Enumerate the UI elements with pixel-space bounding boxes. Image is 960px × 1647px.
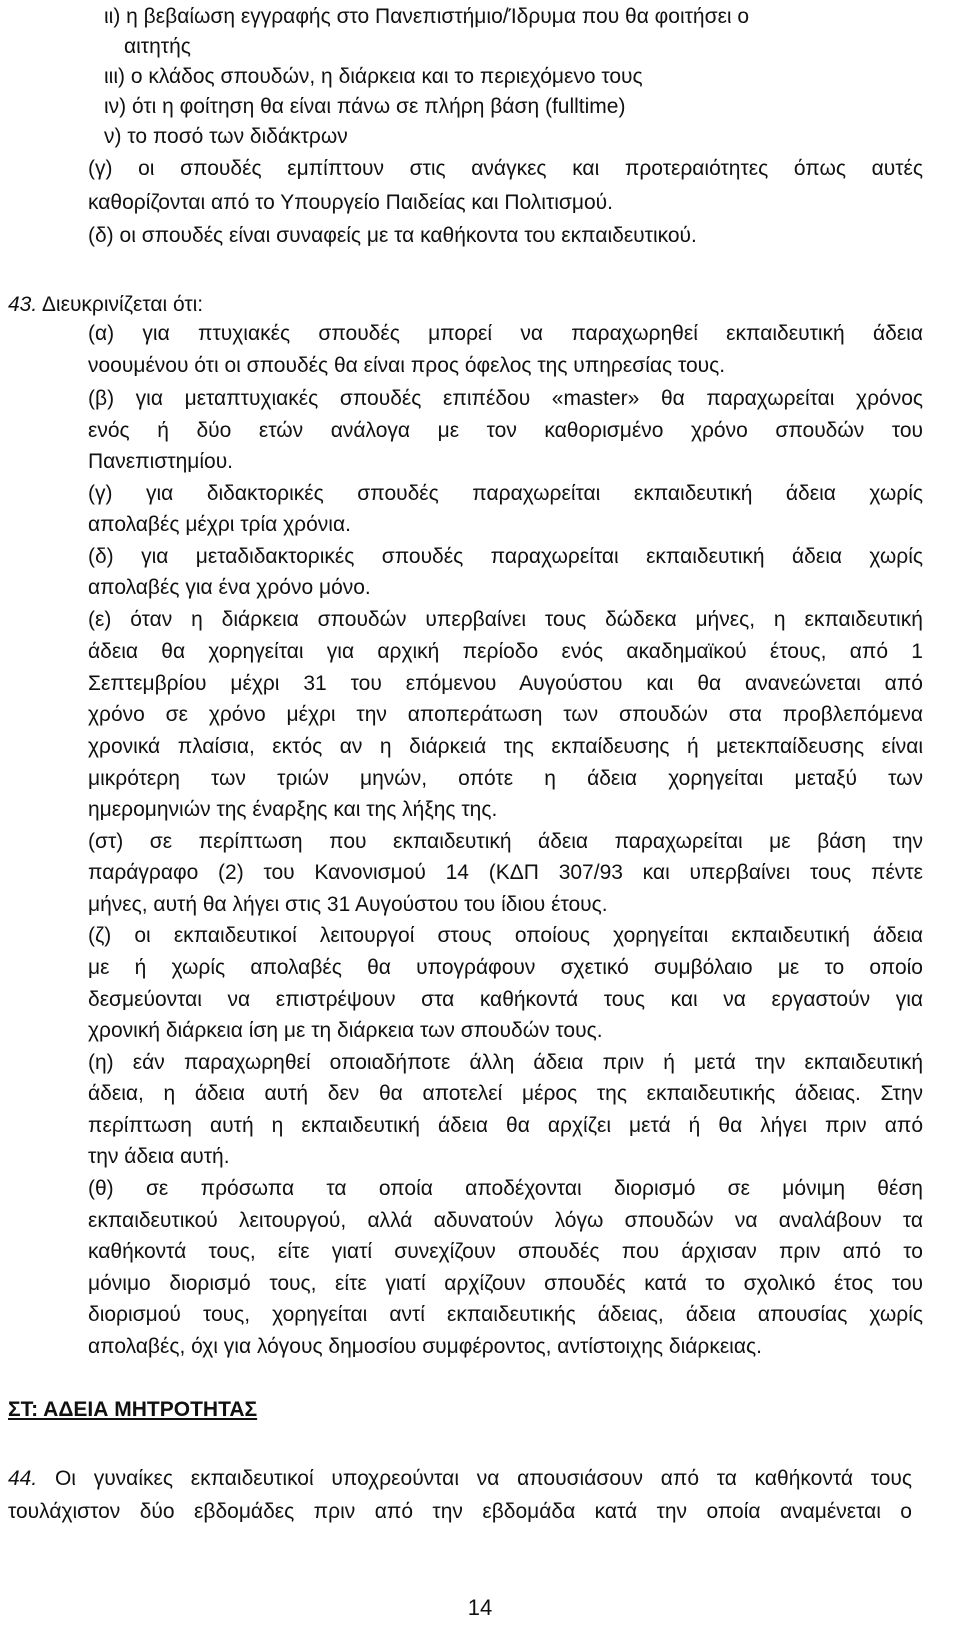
page-number: 14: [467, 1595, 493, 1620]
intro-line-4: ιν) ότι η φοίτηση θα είναι πάνω σε πλήρη βάση (fulltime): [104, 95, 626, 118]
section-43-line: (στ) σε περίπτωση που εκπαιδευτική άδεια παραχωρείται με βάση την: [88, 830, 923, 853]
intro-line-1: ιι) η βεβαίωση εγγραφής στο Πανεπιστήμιο/Ίδρυμα που θα φοιτήσει ο: [104, 5, 750, 28]
section-43-line: δεσμεύονται να επιστρέψουν στα καθήκοντά τους και να εργαστούν για: [88, 988, 923, 1011]
intro-line-7: καθορίζονται από το Υπουργείο Παιδείας και Πολιτισμού.: [88, 191, 613, 214]
section-43-line: (δ) για μεταδιδακτορικές σπουδές παραχωρείται εκπαιδευτική άδεια χωρίς: [88, 545, 923, 568]
section-43-line: την άδεια αυτή.: [88, 1145, 230, 1168]
section-43-line: μήνες, αυτή θα λήγει στις 31 Αυγούστου του ίδιου έτους.: [88, 893, 608, 916]
section-43-line: (α) για πτυχιακές σπουδές μπορεί να παραχωρηθεί εκπαιδευτική άδεια: [88, 322, 923, 345]
section-43-line: χρόνο σε χρόνο μέχρι την αποπεράτωση των σπουδών στα προβλεπόμενα: [88, 703, 923, 726]
section-43-line: νοουμένου ότι οι σπουδές θα είναι προς όφελος της υπηρεσίας τους.: [88, 354, 726, 377]
section-43-line: με ή χωρίς απολαβές θα υπογράφουν σχετικό συμβόλαιο με το οποίο: [88, 956, 923, 979]
section-43-line: άδεια θα χορηγείται για αρχική περίοδο ενός ακαδημαϊκού έτους, από 1: [88, 640, 923, 663]
section-43-line: ημερομηνιών της έναρξης και της λήξης της.: [88, 798, 498, 821]
intro-line-5: ν) το ποσό των διδάκτρων: [104, 125, 348, 148]
section-43-line: χρονική διάρκεια ίση με τη διάρκεια των σπουδών τους.: [88, 1019, 603, 1042]
section-43-title: Διευκρινίζεται ότι:: [41, 293, 204, 316]
section-43-line: απολαβές, όχι για λόγους δημοσίου συμφέροντος, αντίστοιχης διάρκειας.: [88, 1335, 762, 1358]
section-43-line: (ζ) οι εκπαιδευτικοί λειτουργοί στους οποίους χορηγείται εκπαιδευτική άδεια: [88, 924, 923, 947]
intro-line-3: ιιι) ο κλάδος σπουδών, η διάρκεια και το περιεχόμενο τους: [104, 65, 643, 88]
section-44-line-2: τουλάχιστον δύο εβδομάδες πριν από την εβδομάδα κατά την οποία αναμένεται ο: [8, 1500, 912, 1523]
section-44-line-1: [8, 1464, 912, 1494]
section-43-line: μόνιμο διορισμό τους, είτε γιατί αρχίζουν σπουδές κατά το σχολικό έτος του: [88, 1272, 923, 1295]
section-43-line: άδεια, η άδεια αυτή δεν θα αποτελεί μέρος της εκπαιδευτικής άδειας. Στην: [88, 1082, 923, 1105]
section-44-number: 44.: [8, 1467, 38, 1490]
section-43-line: (β) για μεταπτυχιακές σπουδές επιπέδου «master» θα παραχωρείται χρόνος: [88, 387, 923, 410]
section-43-line: χρονικά πλαίσια, εκτός αν η διάρκειά της εκπαίδευσης ή μετεκπαίδευσης είναι: [88, 735, 923, 758]
section-43-line: απολαβές για ένα χρόνο μόνο.: [88, 576, 371, 599]
section-43-line: μικρότερη των τριών μηνών, οπότε η άδεια χορηγείται μεταξύ των: [88, 767, 923, 790]
section-43-line: (γ) για διδακτορικές σπουδές παραχωρείται εκπαιδευτική άδεια χωρίς: [88, 482, 923, 505]
intro-line-2: αιτητής: [124, 35, 191, 58]
section-43-line: (θ) σε πρόσωπα τα οποία αποδέχονται διορισμό σε μόνιμη θέση: [88, 1177, 923, 1200]
intro-line-6: (γ) οι σπουδές εμπίπτουν στις ανάγκες και προτεραιότητες όπως αυτές: [88, 157, 923, 180]
section-43-line: εκπαιδευτικού λειτουργού, αλλά αδυνατούν λόγω σπουδών να αναλάβουν τα: [88, 1209, 923, 1232]
section-heading: ΣΤ: ΑΔΕΙΑ ΜΗΤΡΟΤΗΤΑΣ: [8, 1398, 258, 1421]
section-43-line: ενός ή δύο ετών ανάλογα με τον καθορισμένο χρόνο σπουδών του: [88, 419, 923, 442]
intro-line-8: (δ) οι σπουδές είναι συναφείς με τα καθήκοντα του εκπαιδευτικού.: [88, 224, 697, 247]
section-43-line: καθήκοντά τους, είτε γιατί συνεχίζουν σπουδές που άρχισαν πριν από το: [88, 1240, 923, 1263]
section-43-line: παράγραφο (2) του Κανονισμού 14 (ΚΔΠ 307/93 και υπερβαίνει τους πέντε: [88, 861, 923, 884]
section-43-header: [8, 290, 203, 320]
section-43-line: απολαβές μέχρι τρία χρόνια.: [88, 513, 351, 536]
section-44-text-1: Οι γυναίκες εκπαιδευτικοί υποχρεούνται να απουσιάσουν από τα καθήκοντά τους: [54, 1467, 912, 1490]
section-43-line: (ε) όταν η διάρκεια σπουδών υπερβαίνει τους δώδεκα μήνες, η εκπαιδευτική: [88, 608, 923, 631]
section-43-line: διορισμού τους, χορηγείται αντί εκπαιδευτικής άδειας, άδεια απουσίας χωρίς: [88, 1303, 923, 1326]
section-43-number: 43.: [8, 293, 38, 316]
section-43-line: (η) εάν παραχωρηθεί οποιαδήποτε άλλη άδεια πριν ή μετά την εκπαιδευτική: [88, 1051, 923, 1074]
section-43-line: Πανεπιστημίου.: [88, 450, 234, 473]
section-43-line: Σεπτεμβρίου μέχρι 31 του επόμενου Αυγούστου και θα ανανεώνεται από: [88, 672, 923, 695]
section-43-line: περίπτωση αυτή η εκπαιδευτική άδεια θα αρχίζει μετά ή θα λήγει πριν από: [88, 1114, 923, 1137]
